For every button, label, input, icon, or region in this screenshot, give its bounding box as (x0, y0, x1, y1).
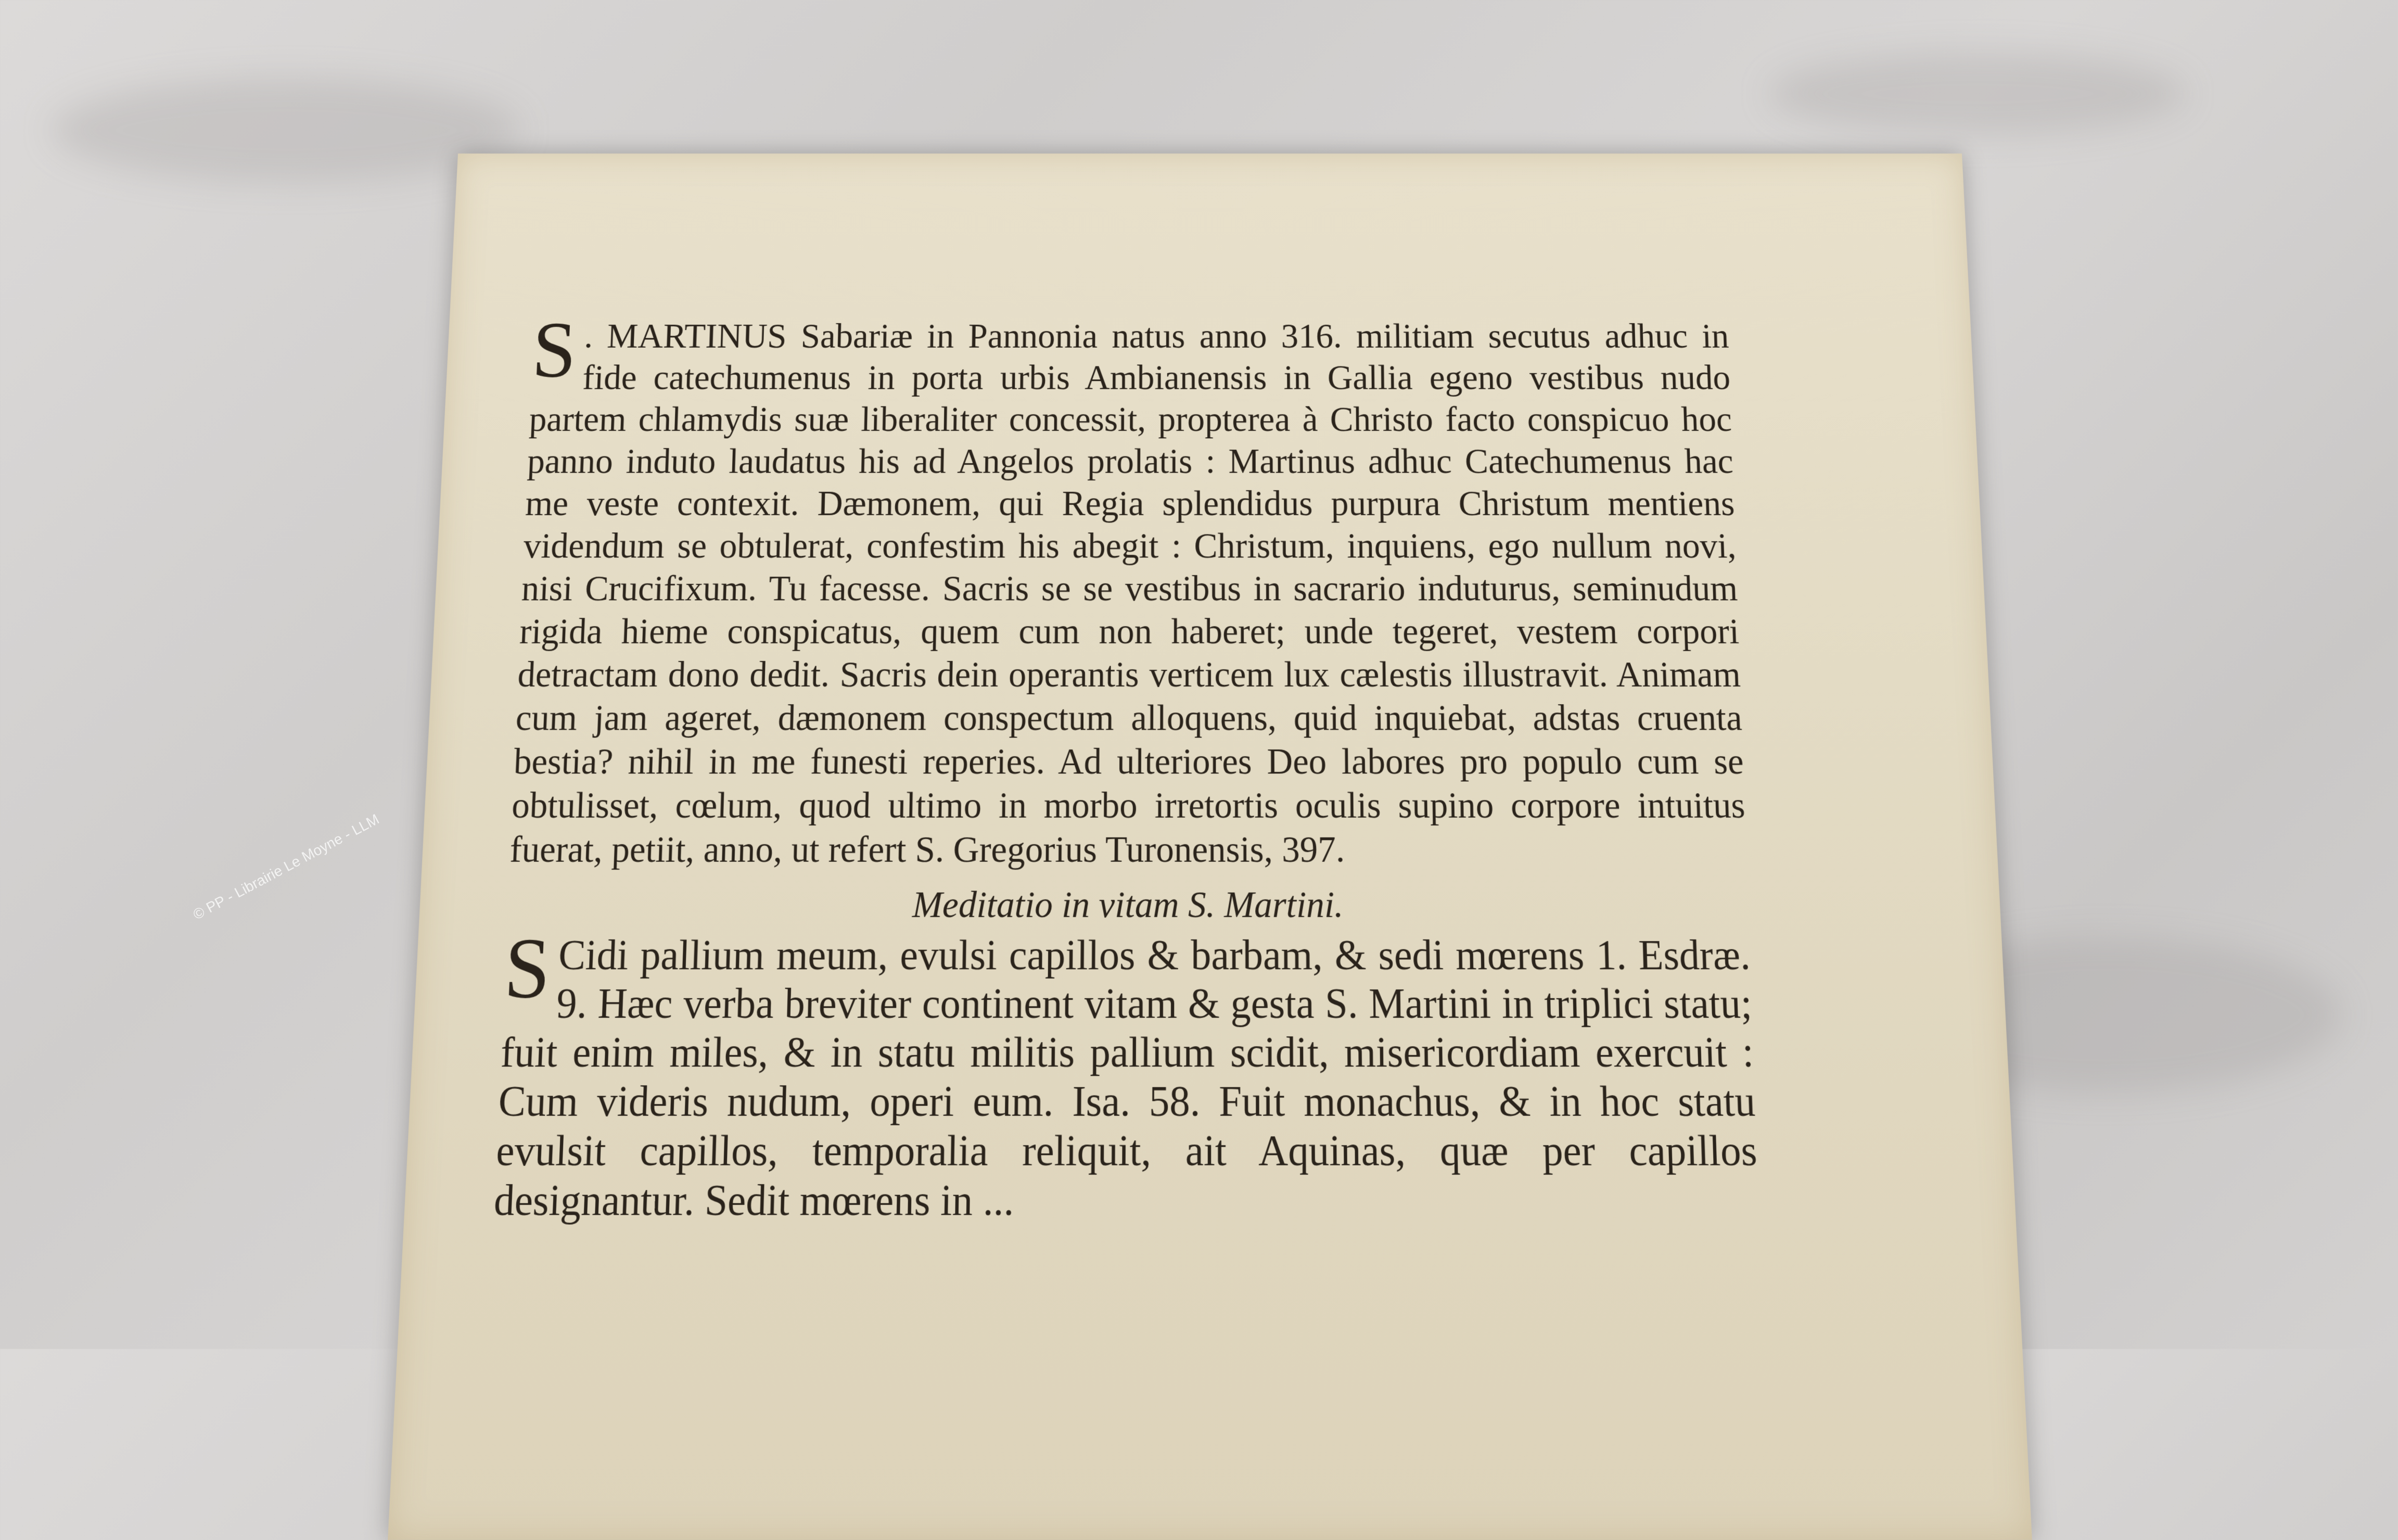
meditation-text: Cidi pallium meum, evulsi capillos & barbam, & sedi mœrens 1. Esdræ. 9. Hæc verba breviter continent vitam & gesta S. Martini in triplici statu; fuit enim miles, & in statu militis pallium scidit, misericordiam exercuit : Cum videris nudum, operi eum. Isa. 58. Fuit monachus, & in hoc statu evulsit capillos, temporalia reliquit, ait Aquinas, quæ per capillos designantur. Sedit mœrens in ... (493, 932, 1758, 1225)
watermark: © PP - Librairie Le Moyne - LLM (190, 811, 382, 923)
old-printed-page (388, 154, 2032, 1540)
drop-cap: S (502, 921, 553, 1017)
text-block (493, 306, 1759, 1226)
marble-vein (52, 78, 520, 182)
biography-paragraph (509, 306, 1748, 872)
meditation-title: Meditatio in vitam S. Martini. (912, 884, 1344, 926)
drop-cap: S (530, 306, 579, 394)
meditation-paragraph (493, 921, 1759, 1226)
biography-text: . MARTINUS Sabariæ in Pannonia natus anno 316. militiam secutus adhuc in fide catechumenus in porta urbis Ambianensis in Gallia egeno vestibus nudo partem chlamydis suæ liberaliter concessit, propterea à Christo facto conspicuo hoc panno induto laudatus his ad Angelos prolatis : Martinus adhuc Catechumenus hac me veste contexit. Dæmonem, qui Regia splendidus purpura Christum mentiens videndum se obtulerat, confestim his abegit : Christum, inquiens, ego nullum novi, nisi Crucifixum. Tu facesse. Sacris se se vestibus in sacrario induturus, seminudum rigida hieme conspicatus, quem cum non haberet; unde tegeret, vestem corpori detractam dono dedit. Sacris dein operantis verticem lux cælestis illustravit. Animam cum jam ageret, dæmonem conspectum alloquens, quid inquiebat, adstas cruenta bestia? nihil in me funesti reperies. Ad ulteriores Deo labores pro populo cum se obtulisset, cœlum, quod ultimo in morbo irretortis oculis supino corpore intuitus fuerat, petiit, anno, ut refert S. Gregorius Turonensis, 397. (509, 316, 1746, 871)
marble-vein (1769, 52, 2186, 135)
